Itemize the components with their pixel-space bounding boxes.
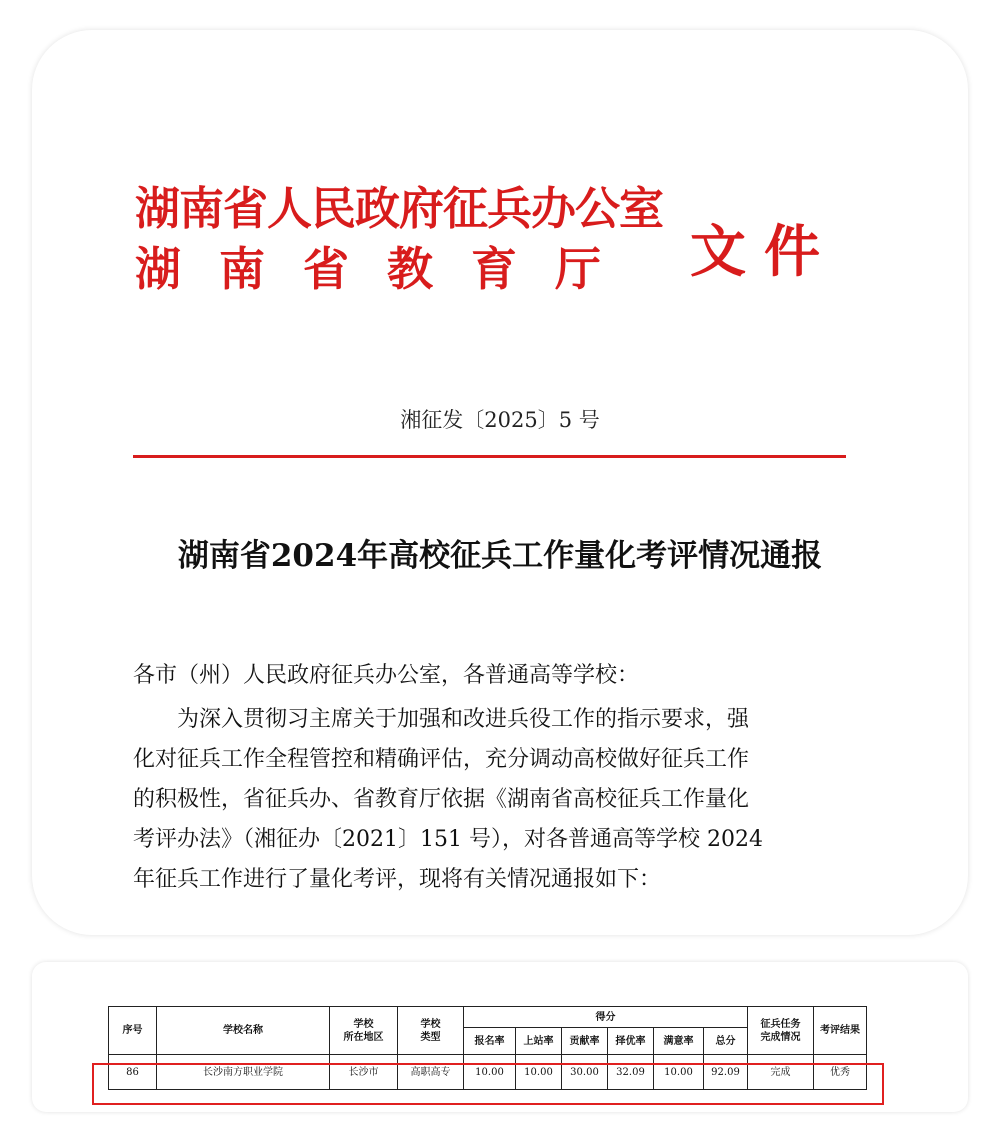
document-number: 湘征发〔2025〕5 号 [400, 408, 600, 432]
header-task-line1: 征兵任务 [760, 1018, 801, 1030]
cell-seq: 86 [109, 1055, 157, 1090]
header-seq: 序号 [109, 1007, 157, 1055]
cell-score: 32.09 [608, 1055, 654, 1090]
cell-score: 10.00 [464, 1055, 516, 1090]
header-task-line2: 完成情况 [760, 1031, 801, 1043]
red-divider [133, 455, 846, 458]
row-highlight-box [92, 1063, 884, 1105]
body-line: 考评办法》（湘征办〔2021〕151 号），对各普通高等学校 2024 [133, 827, 763, 852]
cell-task: 完成 [748, 1055, 814, 1090]
body-line: 的积极性，省征兵办、省教育厅依据《湖南省高校征兵工作量化 [133, 787, 750, 812]
header-type-line1: 学校 [420, 1018, 441, 1030]
header-school-name: 学校名称 [157, 1007, 330, 1055]
header-region-line2: 所在地区 [343, 1031, 384, 1043]
body-line: 为深入贯彻习主席关于加强和改进兵役工作的指示要求，强 [177, 707, 750, 732]
cell-score: 10.00 [654, 1055, 704, 1090]
header-score-group: 得分 [464, 1007, 748, 1028]
issuer-line-1: 湖南省人民政府征兵办公室 [135, 182, 664, 235]
cell-school-name: 长沙南方职业学院 [157, 1055, 330, 1090]
header-score-col: 报名率 [464, 1028, 516, 1055]
issuer-line-2: 湖南省教育厅 [135, 242, 639, 296]
cell-score: 10.00 [516, 1055, 562, 1090]
header-score-col: 择优率 [608, 1028, 654, 1055]
header-score-col: 总分 [704, 1028, 748, 1055]
header-region [330, 1007, 398, 1055]
cell-region: 长沙市 [330, 1055, 398, 1090]
issuer-header [135, 180, 680, 298]
header-region-line1: 学校 [353, 1018, 374, 1030]
header-score-col: 上站率 [516, 1028, 562, 1055]
header-score-col: 满意率 [654, 1028, 704, 1055]
header-score-col: 贡献率 [562, 1028, 608, 1055]
cell-result: 优秀 [814, 1055, 867, 1090]
body-paragraph [133, 700, 853, 900]
cell-type: 高职高专 [398, 1055, 464, 1090]
header-result: 考评结果 [814, 1007, 867, 1055]
cell-score: 30.00 [562, 1055, 608, 1090]
document-title: 湖南省2024年高校征兵工作量化考评情况通报 [177, 538, 823, 574]
cell-total-score: 92.09 [704, 1055, 748, 1090]
doc-type-label: 文件 [690, 219, 838, 285]
salutation: 各市（州）人民政府征兵办公室，各普通高等学校： [133, 663, 640, 688]
body-line: 年征兵工作进行了量化考评，现将有关情况通报如下： [133, 867, 662, 892]
header-task [748, 1007, 814, 1055]
body-line: 化对征兵工作全程管控和精确评估，充分调动高校做好征兵工作 [133, 747, 750, 772]
header-type [398, 1007, 464, 1055]
header-type-line2: 类型 [420, 1031, 441, 1043]
